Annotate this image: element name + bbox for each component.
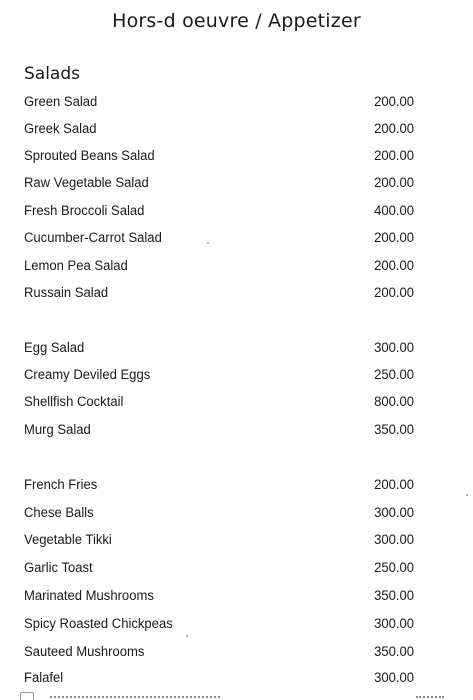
menu-item-name: Vegetable Tikki xyxy=(24,532,112,548)
menu-item-name: Falafel xyxy=(24,670,64,686)
menu-item-price: 400.00 xyxy=(374,203,415,219)
menu-item-name: Cucumber-Carrot Salad xyxy=(24,230,162,246)
menu-item-price: 250.00 xyxy=(374,367,415,383)
menu-item-row xyxy=(24,616,414,636)
section-heading-salads: Salads xyxy=(24,64,80,84)
menu-item-row xyxy=(24,670,414,690)
scan-speck xyxy=(466,494,468,496)
menu-item-price: 350.00 xyxy=(374,422,415,438)
menu-item-row xyxy=(24,532,414,552)
menu-item-price: 800.00 xyxy=(374,394,415,410)
menu-item-price: 300.00 xyxy=(374,616,415,632)
menu-item-row xyxy=(24,394,414,414)
menu-item-name: Raw Vegetable Salad xyxy=(24,175,149,191)
menu-item-row xyxy=(24,477,414,497)
menu-item-row xyxy=(24,422,414,442)
menu-item-name: Garlic Toast xyxy=(24,560,93,576)
menu-item-name: Chese Balls xyxy=(24,505,94,521)
menu-item-price: 200.00 xyxy=(374,258,415,274)
menu-item-row xyxy=(24,258,414,278)
menu-item-price: 300.00 xyxy=(374,670,415,686)
menu-item-price: 250.00 xyxy=(374,560,415,576)
menu-item-name: Lemon Pea Salad xyxy=(24,258,128,274)
menu-item-row xyxy=(24,588,414,608)
menu-item-row xyxy=(24,148,414,168)
menu-item-row xyxy=(24,505,414,525)
checkbox-icon xyxy=(20,692,34,700)
menu-item-name: Murg Salad xyxy=(24,422,91,438)
menu-item-row xyxy=(24,230,414,250)
menu-item-name: Fresh Broccoli Salad xyxy=(24,203,145,219)
menu-item-row xyxy=(24,94,414,114)
menu-item-name: Creamy Deviled Eggs xyxy=(24,367,151,383)
cut-off-row xyxy=(20,690,450,700)
menu-item-price: 350.00 xyxy=(374,588,415,604)
cut-off-text xyxy=(50,696,220,698)
menu-item-row xyxy=(24,644,414,664)
menu-item-name: Spicy Roasted Chickpeas xyxy=(24,616,173,632)
menu-item-name: Russain Salad xyxy=(24,285,109,301)
menu-item-row xyxy=(24,560,414,580)
menu-item-price: 300.00 xyxy=(374,505,415,521)
menu-item-price: 350.00 xyxy=(374,644,415,660)
menu-item-name: Green Salad xyxy=(24,94,98,110)
menu-item-price: 300.00 xyxy=(374,532,415,548)
menu-item-row xyxy=(24,340,414,360)
menu-item-name: Egg Salad xyxy=(24,340,85,356)
menu-item-price: 200.00 xyxy=(374,230,415,246)
menu-item-name: French Fries xyxy=(24,477,98,493)
menu-item-row xyxy=(24,175,414,195)
menu-item-name: Greek Salad xyxy=(24,121,97,137)
menu-item-row xyxy=(24,285,414,305)
menu-item-name: Sprouted Beans Salad xyxy=(24,148,155,164)
scan-speck xyxy=(186,635,188,637)
menu-item-price: 200.00 xyxy=(374,148,415,164)
scan-speck xyxy=(207,242,209,244)
menu-item-price: 200.00 xyxy=(374,175,415,191)
menu-item-row xyxy=(24,367,414,387)
cut-off-price xyxy=(416,696,444,698)
menu-item-name: Shellfish Cocktail xyxy=(24,394,124,410)
menu-item-price: 200.00 xyxy=(374,477,415,493)
page-title: Hors-d oeuvre / Appetizer xyxy=(112,10,361,32)
menu-item-price: 200.00 xyxy=(374,121,415,137)
menu-item-price: 300.00 xyxy=(374,340,415,356)
menu-item-price: 200.00 xyxy=(374,285,415,301)
menu-item-name: Sauteed Mushrooms xyxy=(24,644,145,660)
menu-item-name: Marinated Mushrooms xyxy=(24,588,154,604)
menu-item-price: 200.00 xyxy=(374,94,415,110)
menu-item-row xyxy=(24,121,414,141)
menu-item-row xyxy=(24,203,414,223)
